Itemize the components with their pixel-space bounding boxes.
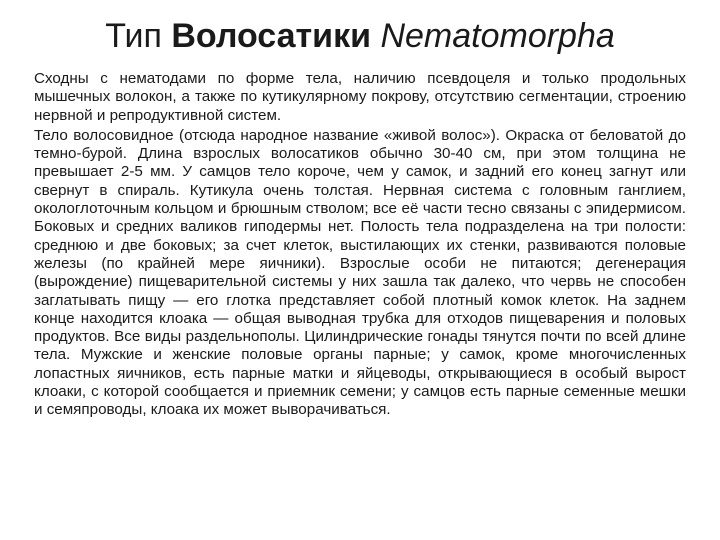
slide-title <box>0 14 720 58</box>
title-prefix: Тип <box>105 17 172 55</box>
title-russian-name: Волосатики <box>171 17 371 55</box>
title-latin-name: Nematomorpha <box>371 17 615 55</box>
paragraph-description: Тело волосовидное (отсюда народное название «живой волос»). Окраска от беловатой до темно-бурой. Длина взрослых волосатиков обычно 30-40 см, при этом толщина не превышает 2-5 мм. У самцов тело короче, чем у самок, и задний его конец загнут или свернут в спираль. Кутикула очень толстая. Нервная система с головным ганглием, окологлоточным кольцом и брюшным стволом; все её части тесно связаны с эпидермисом. Боковых и средних валиков гиподермы нет. Полость тела подразделена на три полости: среднюю и две боковых; за счет клеток, выстилающих их стенки, развиваются половые железы (по крайней мере яичники). Взрослые особи не питаются; дегенерация (вырождение) пищеварительной системы у них зашла так далеко, что червь не способен заглатывать пищу — его глотка представляет собой плотный комок клеток. На заднем конце находится клоака — общая выводная трубка для отходов пищеварения и половых продуктов. Все виды раздельнополы. Цилиндрические гонады тянутся почти по всей длине тела. Мужские и женские половые органы парные; у самок, кроме многочисленных лопастных яичников, есть парные матки и яйцеводы, открывающиеся в особый вырост клоаки, с которой сообщается и приемник семени; у самцов есть парные семенные мешки и семяпроводы, клоака их может выворачиваться. <box>34 126 686 419</box>
paragraph-intro: Сходны с нематодами по форме тела, наличию псевдоцеля и только продольных мышечных волокон, а также по кутикулярному покрову, отсутствию сегментации, строению нервной и репродуктивной систем. <box>34 70 686 124</box>
slide-body <box>34 70 686 420</box>
